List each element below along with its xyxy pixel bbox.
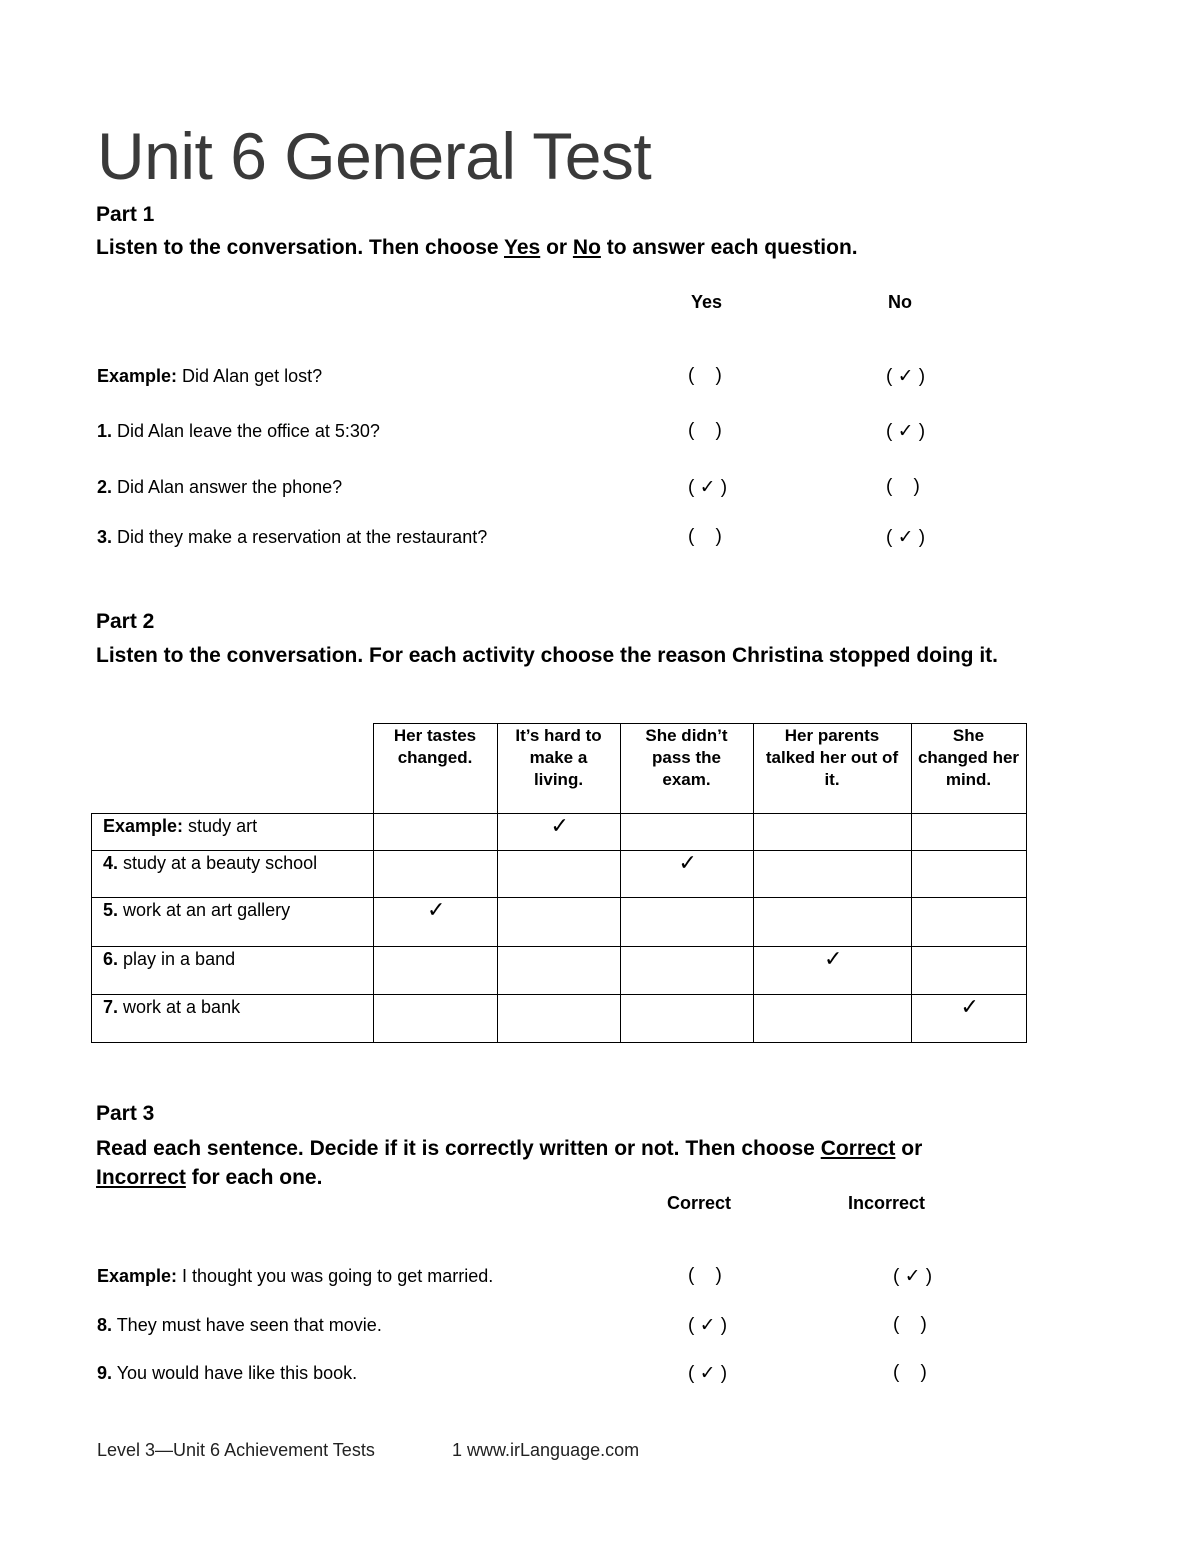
column-header: She didn’t pass the exam. (645, 726, 728, 789)
table-row-label: 6. play in a band (103, 949, 236, 969)
part3-label: Part 3 (96, 1102, 155, 1125)
part1-instruction: Listen to the conversation. Then choose Yes or No to answer each question. (96, 236, 858, 259)
correct-choice[interactable]: ( ✓ ) (688, 1363, 728, 1384)
table-row-label: 7. work at a bank (103, 997, 241, 1017)
check-mark[interactable]: ✓ (824, 946, 843, 971)
table-rule (1026, 723, 1027, 1043)
part3-instruction: Read each sentence. Decide if it is correctly written or not. Then choose Correct or Incorrect for each one. (96, 1137, 923, 1189)
part3-col-incorrect: Incorrect (848, 1193, 926, 1213)
page-title: Unit 6 General Test (97, 119, 652, 193)
table-rule (91, 994, 1027, 995)
part1-question: 3. Did they make a reservation at the restaurant? (97, 527, 488, 547)
table-rule (91, 1042, 1027, 1043)
column-header: She changed her mind. (917, 726, 1020, 789)
column-header: It’s hard to make a living. (515, 726, 602, 789)
table-rule (91, 897, 1027, 898)
column-header: Her parents talked her out of it. (765, 726, 899, 789)
part1-question: Example: Did Alan get lost? (97, 366, 323, 386)
part1-question: 1. Did Alan leave the office at 5:30? (97, 421, 380, 441)
check-mark[interactable]: ✓ (550, 813, 569, 838)
no-choice[interactable]: ( ✓ ) (886, 527, 926, 548)
incorrect-choice[interactable]: ( ✓ ) (893, 1266, 933, 1287)
footer-right (452, 1440, 639, 1461)
table-rule (91, 946, 1027, 947)
part3-question: Example: I thought you was going to get married. (97, 1266, 494, 1286)
no-choice[interactable]: ( ✓ ) (886, 421, 926, 442)
table-row-label: Example: study art (103, 816, 258, 836)
table-rule (497, 723, 498, 1043)
part2-instruction: Listen to the conversation. For each activity choose the reason Christina stopped doing it. (96, 644, 998, 667)
check-mark[interactable]: ✓ (960, 994, 979, 1019)
no-underlined: No (572, 236, 601, 259)
part3-col-correct: Correct (667, 1193, 732, 1213)
table-rule (911, 723, 912, 1043)
yes-choice[interactable]: ( ✓ ) (688, 477, 728, 498)
incorrect-choice[interactable]: ( ) (893, 1314, 927, 1335)
incorrect-choice[interactable]: ( ) (893, 1362, 927, 1383)
table-rule (91, 813, 92, 1043)
yes-choice[interactable]: ( ) (688, 526, 722, 547)
check-mark[interactable]: ✓ (427, 897, 446, 922)
correct-choice[interactable]: ( ✓ ) (688, 1315, 728, 1336)
part3-question: 9. You would have like this book. (97, 1363, 358, 1383)
yes-choice[interactable]: ( ) (688, 420, 722, 441)
check-mark[interactable]: ✓ (678, 850, 697, 875)
table-rule (373, 723, 1027, 724)
part1-label: Part 1 (96, 203, 155, 226)
table-rule (91, 850, 1027, 851)
correct-underlined: Correct (820, 1137, 896, 1160)
yes-choice[interactable]: ( ) (688, 365, 722, 386)
part3-question: 8. They must have seen that movie. (97, 1315, 382, 1335)
correct-choice[interactable]: ( ) (688, 1265, 722, 1286)
yes-underlined: Yes (504, 236, 541, 259)
page-number: 1 (452, 1440, 463, 1460)
column-header: Her tastes changed. (393, 726, 477, 767)
part1-question: 2. Did Alan answer the phone? (97, 477, 343, 497)
site-url: www.irLanguage.com (467, 1440, 640, 1460)
table-row-label: 4. study at a beauty school (103, 853, 318, 873)
table-rule (373, 723, 374, 1043)
table-row-label: 5. work at an art gallery (103, 900, 291, 920)
no-choice[interactable]: ( ) (886, 476, 920, 497)
footer-left: Level 3—Unit 6 Achievement Tests (97, 1440, 375, 1460)
table-rule (753, 723, 754, 1043)
table-rule (620, 723, 621, 1043)
part2-label: Part 2 (96, 610, 155, 633)
no-choice[interactable]: ( ✓ ) (886, 366, 926, 387)
part1-col-yes: Yes (691, 292, 723, 312)
incorrect-underlined: Incorrect (96, 1166, 186, 1189)
part1-col-no: No (888, 292, 912, 312)
